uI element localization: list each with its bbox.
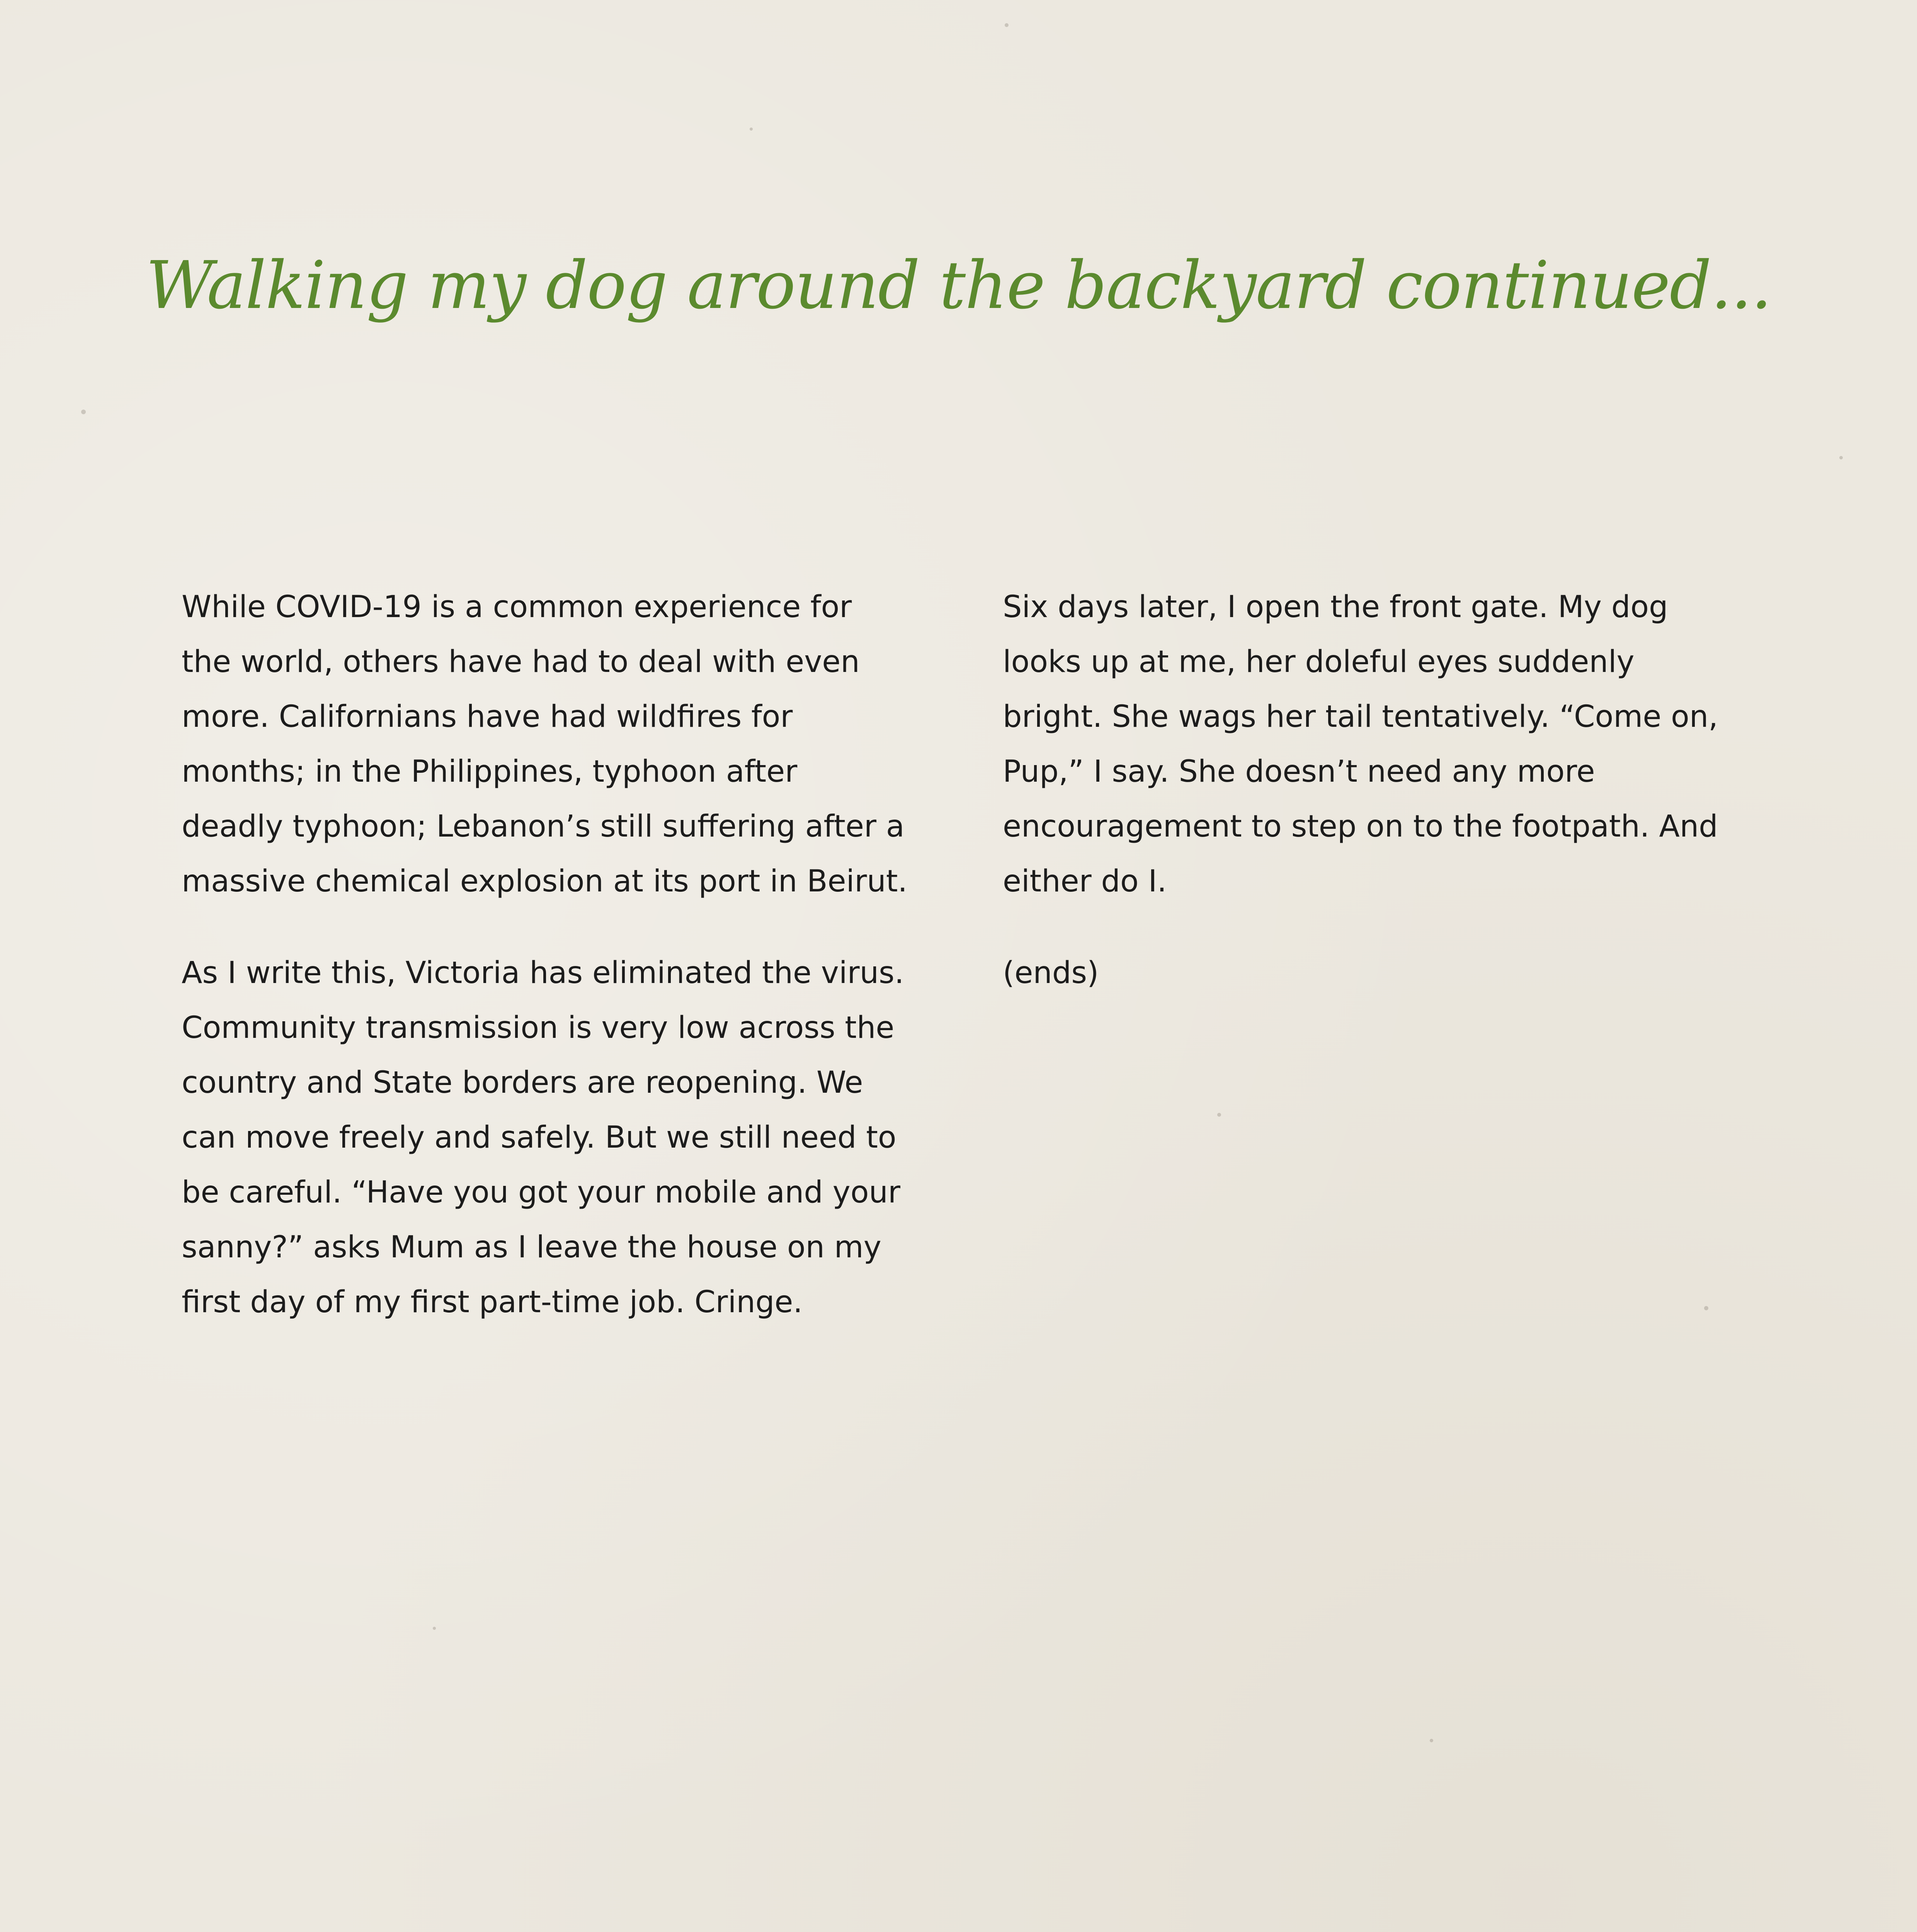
paragraph: Six days later, I open the front gate. My dog looks up at me, her doleful eyes suddenly bright. She wags her tail tentatively. “Come on, Pup,” I say. She doesn’t need any more encouragement to step on to the footpath. And either do I. [1003, 590, 1718, 899]
paper-speck [1704, 1306, 1708, 1310]
paper-speck [1839, 456, 1843, 459]
paper-speck [1005, 23, 1009, 27]
right-column [1003, 580, 1729, 1037]
story-end-marker: (ends) [1003, 956, 1099, 990]
paper-speck [433, 1627, 436, 1630]
paper-speck [750, 128, 753, 131]
paper-speck [1217, 1113, 1221, 1117]
left-column [182, 580, 908, 1366]
story-title: Walking my dog around the backyard continued... [146, 247, 1771, 324]
paper-speck [1430, 1739, 1433, 1742]
paragraph: As I write this, Victoria has eliminated the virus. Community transmission is very low across the country and State borders are reopening. We can move freely and safely. But we still need to be careful. “Have you got your mobile and your sanny?” asks Mum as I leave the house on my first day of my first part-time job. Cringe. [182, 956, 904, 1320]
paper-speck [81, 410, 86, 414]
paragraph: While COVID-19 is a common experience for the world, others have had to deal with even more. Californians have had wildfires for months; in the Philippines, typhoon after deadly typhoon; Lebanon’s still suffering after a massive chemical explosion at its port in Beirut. [182, 590, 908, 899]
